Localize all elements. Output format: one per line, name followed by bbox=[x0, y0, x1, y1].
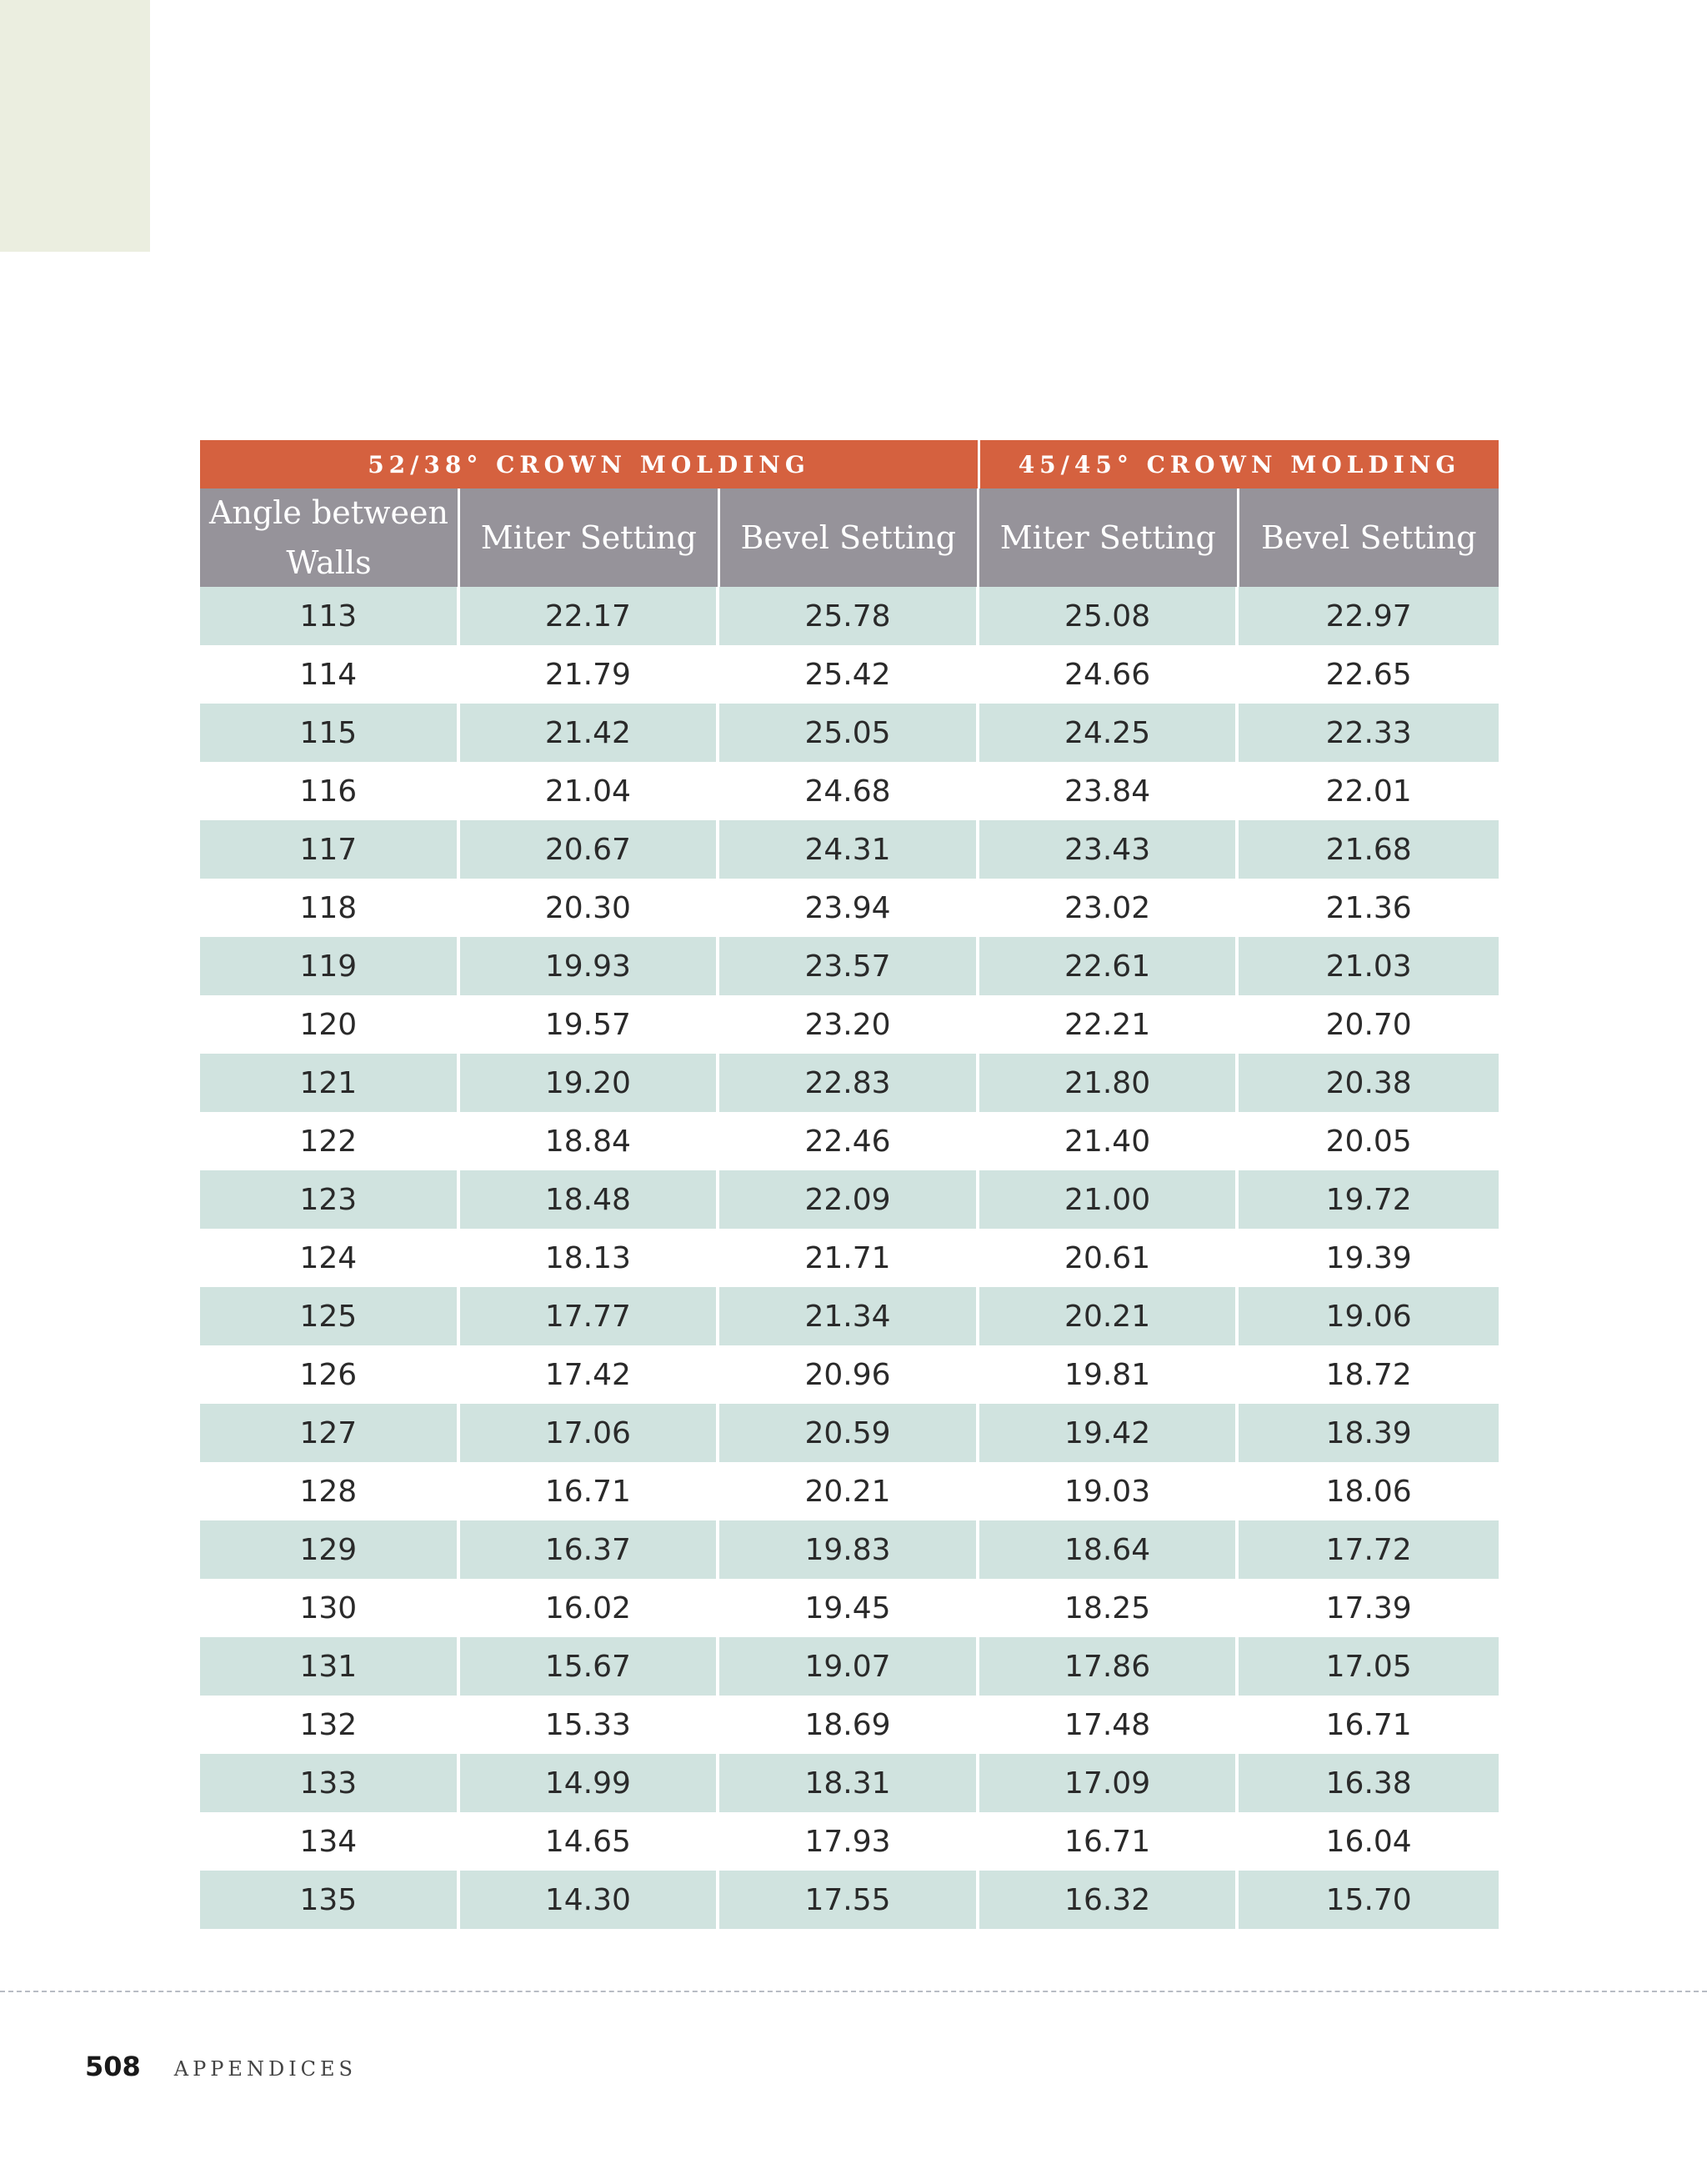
cell-miter-45-45: 22.21 bbox=[979, 995, 1239, 1054]
cell-bevel-45-45: 22.33 bbox=[1239, 704, 1499, 762]
cell-angle: 130 bbox=[200, 1579, 460, 1637]
table-row bbox=[200, 879, 1499, 937]
cell-miter-52-38: 16.71 bbox=[460, 1462, 720, 1520]
cell-bevel-45-45: 19.39 bbox=[1239, 1229, 1499, 1287]
cell-miter-52-38: 20.30 bbox=[460, 879, 720, 937]
cell-bevel-52-38: 21.71 bbox=[719, 1229, 979, 1287]
cell-miter-52-38: 19.93 bbox=[460, 937, 720, 995]
cell-bevel-52-38: 24.31 bbox=[719, 820, 979, 879]
column-header-miter-52-38: Miter Setting bbox=[460, 488, 720, 587]
cell-miter-45-45: 16.71 bbox=[979, 1812, 1239, 1871]
table-row bbox=[200, 820, 1499, 879]
cell-miter-52-38: 17.42 bbox=[460, 1345, 720, 1404]
cell-miter-52-38: 17.06 bbox=[460, 1404, 720, 1462]
cell-angle: 122 bbox=[200, 1112, 460, 1170]
table-row bbox=[200, 704, 1499, 762]
table-row bbox=[200, 1812, 1499, 1871]
cell-miter-45-45: 22.61 bbox=[979, 937, 1239, 995]
cell-miter-52-38: 18.48 bbox=[460, 1170, 720, 1229]
cell-bevel-52-38: 19.07 bbox=[719, 1637, 979, 1696]
table-row bbox=[200, 1054, 1499, 1112]
cell-bevel-52-38: 25.78 bbox=[719, 587, 979, 645]
cell-bevel-45-45: 15.70 bbox=[1239, 1871, 1499, 1929]
cell-miter-52-38: 15.67 bbox=[460, 1637, 720, 1696]
page-number: 508 bbox=[85, 2051, 141, 2082]
cell-miter-52-38: 18.13 bbox=[460, 1229, 720, 1287]
cell-bevel-45-45: 22.65 bbox=[1239, 645, 1499, 704]
cell-bevel-45-45: 20.38 bbox=[1239, 1054, 1499, 1112]
footer-divider bbox=[0, 1991, 1707, 1992]
column-header-angle: Angle between Walls bbox=[200, 488, 460, 587]
table-row bbox=[200, 1170, 1499, 1229]
table-row bbox=[200, 1462, 1499, 1520]
cell-miter-52-38: 18.84 bbox=[460, 1112, 720, 1170]
cell-bevel-52-38: 17.55 bbox=[719, 1871, 979, 1929]
table-row bbox=[200, 1579, 1499, 1637]
cell-miter-45-45: 21.00 bbox=[979, 1170, 1239, 1229]
crown-molding-table bbox=[200, 440, 1499, 1929]
cell-bevel-52-38: 20.21 bbox=[719, 1462, 979, 1520]
cell-angle: 133 bbox=[200, 1754, 460, 1812]
cell-bevel-52-38: 22.09 bbox=[719, 1170, 979, 1229]
cell-miter-52-38: 16.37 bbox=[460, 1520, 720, 1579]
cell-miter-52-38: 19.57 bbox=[460, 995, 720, 1054]
table-row bbox=[200, 1287, 1499, 1345]
cell-bevel-45-45: 18.06 bbox=[1239, 1462, 1499, 1520]
table-row bbox=[200, 645, 1499, 704]
cell-angle: 121 bbox=[200, 1054, 460, 1112]
cell-bevel-45-45: 21.68 bbox=[1239, 820, 1499, 879]
table-row bbox=[200, 1404, 1499, 1462]
cell-miter-45-45: 25.08 bbox=[979, 587, 1239, 645]
cell-miter-52-38: 21.04 bbox=[460, 762, 720, 820]
cell-bevel-52-38: 18.31 bbox=[719, 1754, 979, 1812]
cell-miter-45-45: 20.21 bbox=[979, 1287, 1239, 1345]
cell-miter-45-45: 19.03 bbox=[979, 1462, 1239, 1520]
cell-bevel-52-38: 21.34 bbox=[719, 1287, 979, 1345]
cell-angle: 113 bbox=[200, 587, 460, 645]
table-row bbox=[200, 995, 1499, 1054]
cell-bevel-45-45: 18.72 bbox=[1239, 1345, 1499, 1404]
group-header-row bbox=[200, 440, 1499, 488]
cell-angle: 123 bbox=[200, 1170, 460, 1229]
column-header-row bbox=[200, 488, 1499, 587]
table-row bbox=[200, 1520, 1499, 1579]
cell-angle: 128 bbox=[200, 1462, 460, 1520]
cell-angle: 131 bbox=[200, 1637, 460, 1696]
table-row bbox=[200, 937, 1499, 995]
cell-miter-52-38: 14.65 bbox=[460, 1812, 720, 1871]
cell-bevel-52-38: 23.94 bbox=[719, 879, 979, 937]
cell-angle: 120 bbox=[200, 995, 460, 1054]
cell-bevel-45-45: 20.70 bbox=[1239, 995, 1499, 1054]
cell-bevel-45-45: 19.72 bbox=[1239, 1170, 1499, 1229]
cell-bevel-45-45: 16.38 bbox=[1239, 1754, 1499, 1812]
cell-angle: 116 bbox=[200, 762, 460, 820]
cell-bevel-52-38: 23.57 bbox=[719, 937, 979, 995]
cell-angle: 124 bbox=[200, 1229, 460, 1287]
cell-bevel-52-38: 23.20 bbox=[719, 995, 979, 1054]
cell-miter-45-45: 16.32 bbox=[979, 1871, 1239, 1929]
cell-bevel-52-38: 24.68 bbox=[719, 762, 979, 820]
table-row bbox=[200, 1112, 1499, 1170]
cell-angle: 127 bbox=[200, 1404, 460, 1462]
cell-miter-52-38: 17.77 bbox=[460, 1287, 720, 1345]
cell-miter-52-38: 15.33 bbox=[460, 1696, 720, 1754]
cell-angle: 118 bbox=[200, 879, 460, 937]
cell-bevel-52-38: 20.59 bbox=[719, 1404, 979, 1462]
cell-bevel-52-38: 19.45 bbox=[719, 1579, 979, 1637]
table-row bbox=[200, 762, 1499, 820]
cell-bevel-52-38: 25.42 bbox=[719, 645, 979, 704]
cell-miter-45-45: 17.09 bbox=[979, 1754, 1239, 1812]
cell-miter-45-45: 23.02 bbox=[979, 879, 1239, 937]
table-row bbox=[200, 1637, 1499, 1696]
column-header-bevel-45-45: Bevel Setting bbox=[1239, 488, 1499, 587]
cell-bevel-45-45: 21.03 bbox=[1239, 937, 1499, 995]
cell-angle: 125 bbox=[200, 1287, 460, 1345]
cell-angle: 132 bbox=[200, 1696, 460, 1754]
cell-miter-45-45: 21.80 bbox=[979, 1054, 1239, 1112]
cell-angle: 114 bbox=[200, 645, 460, 704]
cell-miter-52-38: 22.17 bbox=[460, 587, 720, 645]
cell-miter-45-45: 21.40 bbox=[979, 1112, 1239, 1170]
cell-miter-45-45: 20.61 bbox=[979, 1229, 1239, 1287]
cell-angle: 135 bbox=[200, 1871, 460, 1929]
cell-bevel-45-45: 21.36 bbox=[1239, 879, 1499, 937]
cell-bevel-45-45: 22.01 bbox=[1239, 762, 1499, 820]
cell-bevel-52-38: 18.69 bbox=[719, 1696, 979, 1754]
cell-bevel-45-45: 17.72 bbox=[1239, 1520, 1499, 1579]
cell-miter-45-45: 17.86 bbox=[979, 1637, 1239, 1696]
cell-bevel-45-45: 20.05 bbox=[1239, 1112, 1499, 1170]
cell-bevel-52-38: 17.93 bbox=[719, 1812, 979, 1871]
table-body bbox=[200, 587, 1499, 1929]
cell-miter-52-38: 16.02 bbox=[460, 1579, 720, 1637]
table-row bbox=[200, 1229, 1499, 1287]
cell-bevel-45-45: 17.05 bbox=[1239, 1637, 1499, 1696]
page-footer bbox=[85, 2051, 357, 2082]
cell-bevel-45-45: 19.06 bbox=[1239, 1287, 1499, 1345]
table-row bbox=[200, 1871, 1499, 1929]
cell-bevel-52-38: 22.46 bbox=[719, 1112, 979, 1170]
group-header-45-45: 45/45° CROWN MOLDING bbox=[980, 440, 1499, 488]
cell-miter-45-45: 24.25 bbox=[979, 704, 1239, 762]
cell-miter-45-45: 19.42 bbox=[979, 1404, 1239, 1462]
cell-bevel-45-45: 22.97 bbox=[1239, 587, 1499, 645]
group-header-52-38: 52/38° CROWN MOLDING bbox=[200, 440, 978, 488]
table-row bbox=[200, 1696, 1499, 1754]
cell-bevel-52-38: 22.83 bbox=[719, 1054, 979, 1112]
cell-angle: 129 bbox=[200, 1520, 460, 1579]
cell-miter-45-45: 23.84 bbox=[979, 762, 1239, 820]
cell-bevel-45-45: 17.39 bbox=[1239, 1579, 1499, 1637]
cell-bevel-45-45: 16.04 bbox=[1239, 1812, 1499, 1871]
cell-bevel-52-38: 20.96 bbox=[719, 1345, 979, 1404]
cell-bevel-45-45: 16.71 bbox=[1239, 1696, 1499, 1754]
cell-angle: 119 bbox=[200, 937, 460, 995]
cell-miter-52-38: 20.67 bbox=[460, 820, 720, 879]
cell-miter-52-38: 21.42 bbox=[460, 704, 720, 762]
table-row bbox=[200, 1754, 1499, 1812]
cell-angle: 117 bbox=[200, 820, 460, 879]
cell-miter-52-38: 14.30 bbox=[460, 1871, 720, 1929]
cell-angle: 115 bbox=[200, 704, 460, 762]
cell-miter-45-45: 24.66 bbox=[979, 645, 1239, 704]
cell-bevel-45-45: 18.39 bbox=[1239, 1404, 1499, 1462]
cell-miter-52-38: 19.20 bbox=[460, 1054, 720, 1112]
cell-angle: 126 bbox=[200, 1345, 460, 1404]
section-label: APPENDICES bbox=[173, 2057, 357, 2081]
column-header-bevel-52-38: Bevel Setting bbox=[720, 488, 980, 587]
cell-bevel-52-38: 19.83 bbox=[719, 1520, 979, 1579]
cell-miter-45-45: 18.25 bbox=[979, 1579, 1239, 1637]
cell-miter-45-45: 18.64 bbox=[979, 1520, 1239, 1579]
table-row bbox=[200, 1345, 1499, 1404]
cell-miter-52-38: 21.79 bbox=[460, 645, 720, 704]
cell-angle: 134 bbox=[200, 1812, 460, 1871]
cell-miter-45-45: 19.81 bbox=[979, 1345, 1239, 1404]
corner-color-block bbox=[0, 0, 150, 252]
table-row bbox=[200, 587, 1499, 645]
cell-miter-52-38: 14.99 bbox=[460, 1754, 720, 1812]
cell-miter-45-45: 23.43 bbox=[979, 820, 1239, 879]
column-header-miter-45-45: Miter Setting bbox=[979, 488, 1239, 587]
cell-bevel-52-38: 25.05 bbox=[719, 704, 979, 762]
cell-miter-45-45: 17.48 bbox=[979, 1696, 1239, 1754]
